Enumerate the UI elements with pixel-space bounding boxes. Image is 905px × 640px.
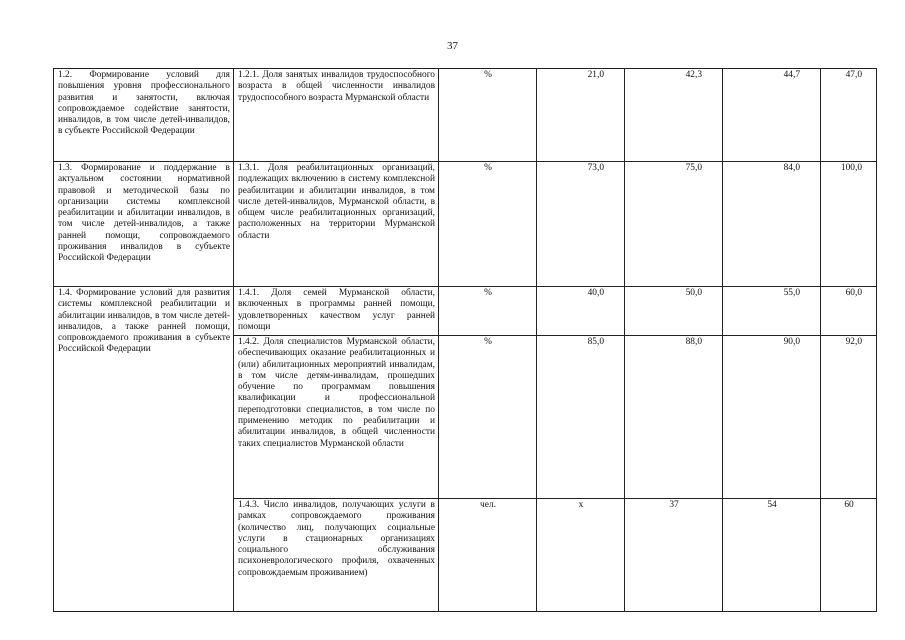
page-number: 37 — [447, 40, 458, 52]
value-cell: 73,0 — [537, 162, 625, 287]
value-cell: 92,0 — [821, 336, 877, 499]
value-cell: х — [537, 499, 625, 612]
value-cell: 55,0 — [723, 287, 821, 336]
table-row — [54, 69, 877, 162]
value-cell: 88,0 — [625, 336, 723, 499]
value-cell: 44,7 — [723, 69, 821, 162]
unit-cell: % — [439, 287, 537, 336]
value-cell: 84,0 — [723, 162, 821, 287]
indicators-table — [53, 68, 877, 612]
value-cell: 21,0 — [537, 69, 625, 162]
indicator-cell: 1.2.1. Доля занятых инвалидов трудоспособного возраста в общей численности инвалидов трудоспособного возраста Мурманской области — [234, 69, 439, 162]
unit-cell: % — [439, 69, 537, 162]
indicator-cell: 1.4.3. Число инвалидов, получающих услуги в рамках сопровождаемого проживания (количество лиц, получающих социальные услуги в стационарных организациях социального обслуживания психоневрологического профиля, охваченных сопровождаемым проживанием) — [234, 499, 439, 612]
unit-cell: чел. — [439, 499, 537, 612]
value-cell: 50,0 — [625, 287, 723, 336]
value-cell: 40,0 — [537, 287, 625, 336]
task-cell: 1.2. Формирование условий для повышения уровня профессионального развития и занятости, включая сопровождаемое содействие занятости, инвалидов, в том числе детей-инвалидов, в субъекте Российской Федерации — [54, 69, 234, 162]
value-cell: 54 — [723, 499, 821, 612]
value-cell: 37 — [625, 499, 723, 612]
value-cell: 75,0 — [625, 162, 723, 287]
indicator-cell: 1.4.2. Доля специалистов Мурманской области, обеспечивающих оказание реабилитационных и (или) абилитационных мероприятий инвалидам, в том числе детям-инвалидам, прошедших обучение по программам повышения квалификации и профессиональной переподготовки специалистов, в том числе по применению методик по реабилитации и абилитации инвалидов, в общей численности таких специалистов Мурманской области — [234, 336, 439, 499]
value-cell: 100,0 — [821, 162, 877, 287]
indicator-cell: 1.4.1. Доля семей Мурманской области, включенных в программы ранней помощи, удовлетворенных качеством услуг ранней помощи — [234, 287, 439, 336]
unit-cell: % — [439, 336, 537, 499]
unit-cell: % — [439, 162, 537, 287]
value-cell: 60 — [821, 499, 877, 612]
task-cell: 1.4. Формирование условий для развития системы комплексной реабилитации и абилитации инвалидов, в том числе детей-инвалидов, а также ранней помощи, сопровождаемого проживания в субъекте Российской Федерации — [54, 287, 234, 612]
value-cell: 42,3 — [625, 69, 723, 162]
table-row — [54, 287, 877, 336]
indicator-cell: 1.3.1. Доля реабилитационных организаций, подлежащих включению в систему комплексной реабилитации и абилитации инвалидов, в том числе детей-инвалидов, Мурманской области, в общем числе реабилитационных организаций, расположенных на территории Мурманской области — [234, 162, 439, 287]
value-cell: 90,0 — [723, 336, 821, 499]
value-cell: 47,0 — [821, 69, 877, 162]
value-cell: 85,0 — [537, 336, 625, 499]
task-cell: 1.3. Формирование и поддержание в актуальном состоянии нормативной правовой и методической базы по организации системы комплексной реабилитации и абилитации инвалидов, в том числе детей-инвалидов, а также ранней помощи, сопровождаемого проживания инвалидов в субъекте Российской Федерации — [54, 162, 234, 287]
table-row — [54, 162, 877, 287]
value-cell: 60,0 — [821, 287, 877, 336]
